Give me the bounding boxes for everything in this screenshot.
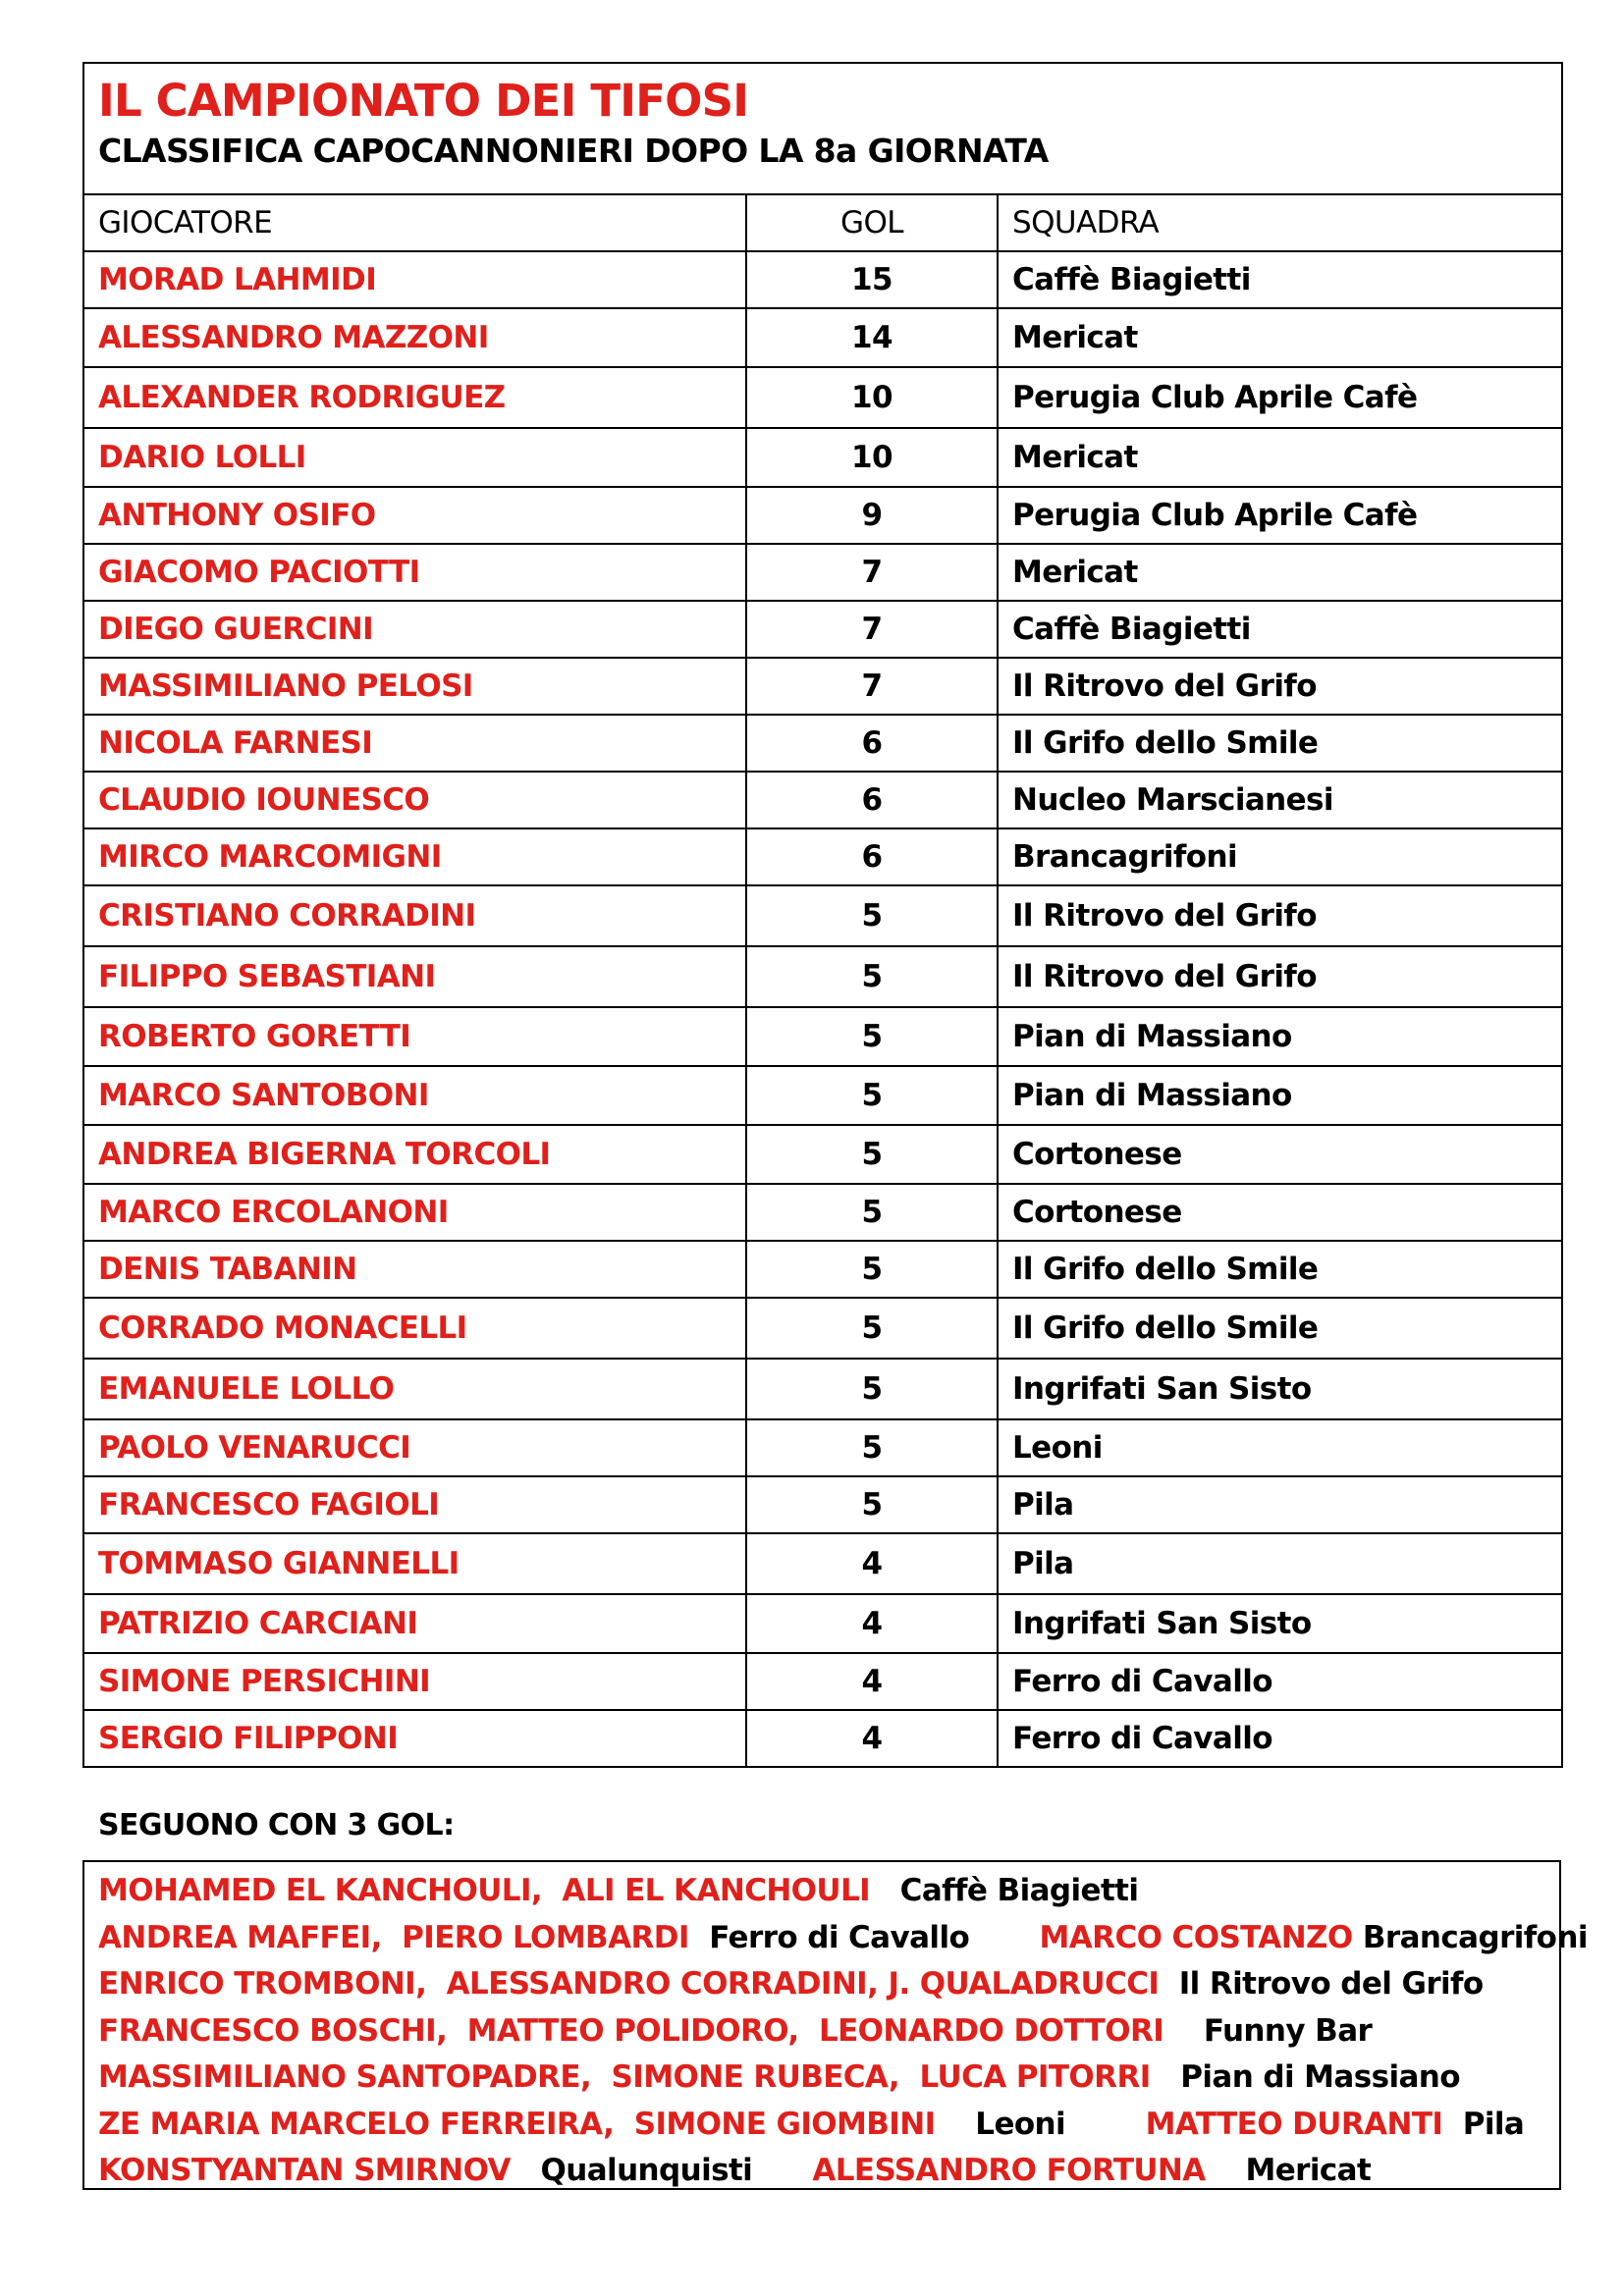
goals-count: 5	[746, 1125, 998, 1184]
goals-count: 9	[746, 487, 998, 544]
team-name: Pila	[998, 1476, 1562, 1533]
goals-count: 5	[746, 1298, 998, 1359]
goals-count: 10	[746, 428, 998, 487]
seguono-players: ENRICO TROMBONI, ALESSANDRO CORRADINI, J. QUALADRUCCI	[98, 1966, 1160, 2002]
table-row	[83, 1419, 1562, 1476]
table-row	[83, 1710, 1562, 1767]
seguono-team: Qualunquisti	[510, 2153, 813, 2188]
seguono-line	[98, 2148, 1545, 2195]
player-name: NICOLA FARNESI	[83, 715, 746, 772]
player-name: SERGIO FILIPPONI	[83, 1710, 746, 1767]
table-row	[83, 1125, 1562, 1184]
goals-count: 7	[746, 601, 998, 658]
goals-count: 7	[746, 544, 998, 601]
seguono-players: MARCO COSTANZO	[1039, 1919, 1353, 1955]
goals-count: 7	[746, 658, 998, 715]
team-name: Mericat	[998, 428, 1562, 487]
table-row	[83, 1241, 1562, 1298]
seguono-box	[82, 1860, 1588, 2190]
table-row	[83, 715, 1562, 772]
team-name: Il Grifo dello Smile	[998, 715, 1562, 772]
column-header-row	[83, 194, 1562, 251]
column-header-goals: GOL	[746, 194, 998, 251]
team-name: Perugia Club Aprile Cafè	[998, 367, 1562, 428]
seguono-line	[98, 2055, 1545, 2102]
player-name: FILIPPO SEBASTIANI	[83, 946, 746, 1007]
seguono-team: Pila	[1442, 2106, 1525, 2142]
goals-count: 14	[746, 308, 998, 367]
player-name: CORRADO MONACELLI	[83, 1298, 746, 1359]
table-header-block	[83, 63, 1562, 194]
seguono-team: Ferro di Cavallo	[688, 1919, 1040, 1955]
team-name: Il Ritrovo del Grifo	[998, 885, 1562, 946]
goals-count: 6	[746, 715, 998, 772]
goals-count: 5	[746, 885, 998, 946]
player-name: FRANCESCO FAGIOLI	[83, 1476, 746, 1533]
player-name: TOMMASO GIANNELLI	[83, 1533, 746, 1594]
table-row	[83, 544, 1562, 601]
table-row	[83, 885, 1562, 946]
seguono-line	[98, 1868, 1545, 1915]
page-subtitle: CLASSIFICA CAPOCANNONIERI DOPO LA 8a GIORNATA	[98, 132, 1049, 170]
team-name: Pian di Massiano	[998, 1007, 1562, 1066]
table-row	[83, 658, 1562, 715]
player-name: ALESSANDRO MAZZONI	[83, 308, 746, 367]
team-name: Leoni	[998, 1419, 1562, 1476]
table-row	[83, 487, 1562, 544]
player-name: ROBERTO GORETTI	[83, 1007, 746, 1066]
team-name: Ferro di Cavallo	[998, 1710, 1562, 1767]
table-row	[83, 946, 1562, 1007]
team-name: Il Ritrovo del Grifo	[998, 946, 1562, 1007]
seguono-line	[98, 2008, 1545, 2056]
player-name: MARCO SANTOBONI	[83, 1066, 746, 1125]
goals-count: 10	[746, 367, 998, 428]
team-name: Nucleo Marscianesi	[998, 772, 1562, 828]
table-row	[83, 1298, 1562, 1359]
seguono-line	[98, 1961, 1545, 2008]
player-name: MARCO ERCOLANONI	[83, 1184, 746, 1241]
goals-count: 15	[746, 251, 998, 308]
table-row	[83, 601, 1562, 658]
table-row	[83, 1594, 1562, 1653]
player-name: PATRIZIO CARCIANI	[83, 1594, 746, 1653]
seguono-players: KONSTYANTAN SMIRNOV	[98, 2153, 511, 2188]
seguono-team: Leoni	[935, 2106, 1146, 2142]
player-name: PAOLO VENARUCCI	[83, 1419, 746, 1476]
table-row	[83, 1359, 1562, 1419]
team-name: Mericat	[998, 308, 1562, 367]
table-row	[83, 828, 1562, 885]
table-row	[83, 772, 1562, 828]
player-name: ANTHONY OSIFO	[83, 487, 746, 544]
team-name: Ferro di Cavallo	[998, 1653, 1562, 1710]
seguono-label: SEGUONO CON 3 GOL:	[98, 1808, 455, 1842]
team-name: Pila	[998, 1533, 1562, 1594]
page-title: IL CAMPIONATO DEI TIFOSI	[98, 75, 749, 127]
team-name: Il Grifo dello Smile	[998, 1298, 1562, 1359]
team-name: Cortonese	[998, 1184, 1562, 1241]
goals-count: 6	[746, 772, 998, 828]
goals-count: 5	[746, 1184, 998, 1241]
seguono-team: Il Ritrovo del Grifo	[1159, 1966, 1484, 2002]
title-cell	[83, 63, 1562, 194]
team-name: Pian di Massiano	[998, 1066, 1562, 1125]
table-row	[83, 1184, 1562, 1241]
team-name: Caffè Biagietti	[998, 601, 1562, 658]
column-header-player: GIOCATORE	[83, 194, 746, 251]
goals-count: 4	[746, 1653, 998, 1710]
seguono-line	[98, 1915, 1588, 1962]
seguono-players: ZE MARIA MARCELO FERREIRA, SIMONE GIOMBINI	[98, 2106, 936, 2142]
team-name: Caffè Biagietti	[998, 251, 1562, 308]
goals-count: 5	[746, 1066, 998, 1125]
goals-count: 5	[746, 1359, 998, 1419]
player-name: EMANUELE LOLLO	[83, 1359, 746, 1419]
table-row	[83, 428, 1562, 487]
player-name: MASSIMILIANO PELOSI	[83, 658, 746, 715]
seguono-players: MOHAMED EL KANCHOULI, ALI EL KANCHOULI	[98, 1873, 871, 1908]
team-name: Brancagrifoni	[998, 828, 1562, 885]
team-name: Il Ritrovo del Grifo	[998, 658, 1562, 715]
seguono-team: Caffè Biagietti	[870, 1873, 1139, 1908]
seguono-players: ALESSANDRO FORTUNA	[812, 2153, 1206, 2188]
seguono-players: MASSIMILIANO SANTOPADRE, SIMONE RUBECA, LUCA PITORRI	[98, 2059, 1151, 2095]
player-name: GIACOMO PACIOTTI	[83, 544, 746, 601]
team-name: Cortonese	[998, 1125, 1562, 1184]
seguono-line	[98, 2102, 1545, 2149]
player-name: DIEGO GUERCINI	[83, 601, 746, 658]
player-name: DARIO LOLLI	[83, 428, 746, 487]
seguono-players: MATTEO DURANTI	[1145, 2106, 1443, 2142]
table-row	[83, 308, 1562, 367]
table-row	[83, 1066, 1562, 1125]
goals-count: 4	[746, 1533, 998, 1594]
team-name: Il Grifo dello Smile	[998, 1241, 1562, 1298]
goals-count: 4	[746, 1710, 998, 1767]
player-name: MIRCO MARCOMIGNI	[83, 828, 746, 885]
goals-count: 4	[746, 1594, 998, 1653]
player-name: CLAUDIO IOUNESCO	[83, 772, 746, 828]
goals-count: 5	[746, 1007, 998, 1066]
team-name: Perugia Club Aprile Cafè	[998, 487, 1562, 544]
table-row	[83, 367, 1562, 428]
seguono-players: FRANCESCO BOSCHI, MATTEO POLIDORO, LEONARDO DOTTORI	[98, 2012, 1164, 2049]
seguono-team: Mericat	[1205, 2153, 1372, 2188]
table-row	[83, 1533, 1562, 1594]
goals-count: 5	[746, 1476, 998, 1533]
seguono-team: Brancagrifoni	[1352, 1919, 1588, 1955]
player-name: SIMONE PERSICHINI	[83, 1653, 746, 1710]
seguono-team: Funny Bar	[1163, 2012, 1373, 2049]
goals-count: 5	[746, 946, 998, 1007]
seguono-players: ANDREA MAFFEI, PIERO LOMBARDI	[98, 1919, 689, 1955]
player-name: ALEXANDER RODRIGUEZ	[83, 367, 746, 428]
team-name: Ingrifati San Sisto	[998, 1594, 1562, 1653]
table-row	[83, 1007, 1562, 1066]
team-name: Mericat	[998, 544, 1562, 601]
player-name: DENIS TABANIN	[83, 1241, 746, 1298]
seguono-team: Pian di Massiano	[1150, 2059, 1460, 2095]
goals-count: 6	[746, 828, 998, 885]
player-name: MORAD LAHMIDI	[83, 251, 746, 308]
column-header-team: SQUADRA	[998, 194, 1562, 251]
goals-count: 5	[746, 1241, 998, 1298]
team-name: Ingrifati San Sisto	[998, 1359, 1562, 1419]
table-row	[83, 1476, 1562, 1533]
scorers-table	[82, 62, 1563, 1768]
goals-count: 5	[746, 1419, 998, 1476]
player-name: ANDREA BIGERNA TORCOLI	[83, 1125, 746, 1184]
table-row	[83, 251, 1562, 308]
player-name: CRISTIANO CORRADINI	[83, 885, 746, 946]
table-row	[83, 1653, 1562, 1710]
